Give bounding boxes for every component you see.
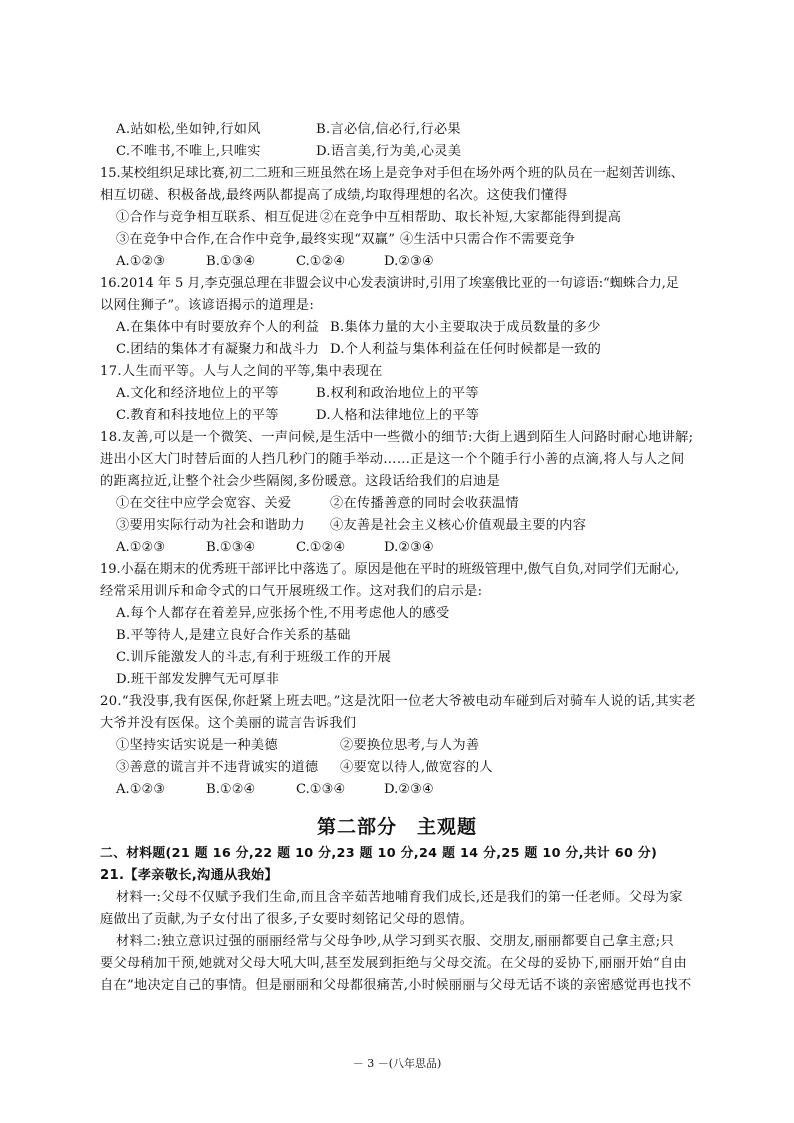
q20-stem-line-1: 20.“我没事,我有医保,你赶紧上班去吧。”这是沈阳一位老大爷被电动车碰到后对骑车人说的话,其实老 bbox=[100, 694, 696, 709]
q15-stem-line-2: 相互切磋、积极备战,最终两队都提高了成绩,均取得理想的名次。这使我们懂得 bbox=[100, 188, 568, 203]
q18-option-a: A.①②③ bbox=[116, 540, 166, 555]
q20-option-c: C.①③④ bbox=[296, 782, 346, 797]
q17-stem: 17.人生而平等。人与人之间的平等,集中表现在 bbox=[100, 364, 383, 379]
q15-item-4: ④生活中只需合作不需要竞争 bbox=[400, 232, 576, 247]
q18-item-1: ①在交往中应学会宽容、关爱 bbox=[116, 496, 292, 511]
q15-item-1: ①合作与竞争相互联系、相互促进 bbox=[116, 210, 319, 225]
q15-option-c: C.①②④ bbox=[296, 254, 346, 269]
q18-item-2: ②在传播善意的同时会收获温情 bbox=[330, 496, 519, 511]
q18-item-4: ④友善是社会主义核心价值观最主要的内容 bbox=[330, 518, 587, 533]
q15-item-2: ②在竞争中互相帮助、取长补短,大家都能得到提高 bbox=[320, 210, 622, 225]
q19-option-b: B.平等待人,是建立良好合作关系的基础 bbox=[116, 628, 351, 643]
q20-option-a: A.①②③ bbox=[116, 782, 166, 797]
q17-option-d: D.人格和法律地位上的平等 bbox=[316, 408, 480, 423]
q16-stem-line-1: 16.2014 年 5 月,李克强总理在非盟会议中心发表演讲时,引用了埃塞俄比亚的一句谚语:“蜘蛛合力,足 bbox=[100, 276, 679, 291]
part-two-title: 第二部分 主观题 bbox=[316, 816, 477, 838]
q16-option-a: A.在集体中有时要放弃个人的利益 bbox=[116, 320, 320, 335]
q15-option-d: D.②③④ bbox=[384, 254, 434, 269]
q18-item-3: ③要用实际行动为社会和谐助力 bbox=[116, 518, 305, 533]
q16-option-c: C.团结的集体才有凝聚力和战斗力 bbox=[116, 342, 320, 357]
q19-option-c: C.训斥能激发人的斗志,有利于班级工作的开展 bbox=[116, 650, 392, 665]
q18-stem-line-1: 18.友善,可以是一个微笑、一声问候,是生活中一些微小的细节:大街上遇到陌生人问路时耐心地讲解; bbox=[100, 430, 694, 445]
q21-material-2-line-2: 要父母稍加干预,她就对父母大吼大叫,甚至发展到拒绝与父母交流。在父母的妥协下,丽丽开始“自由 bbox=[100, 956, 687, 971]
q18-option-d: D.②③④ bbox=[384, 540, 434, 555]
q18-option-c: C.①②④ bbox=[296, 540, 346, 555]
q14-option-b: B.言必信,信必行,行必果 bbox=[316, 122, 461, 137]
q19-option-a: A.每个人都存在着差异,应张扬个性,不用考虑他人的感受 bbox=[116, 606, 450, 621]
q21-material-2-line-1: 材料二:独立意识过强的丽丽经常与父母争吵,从学习到买衣服、交朋友,丽丽都要自己拿主意;只 bbox=[116, 934, 674, 949]
q15-stem-line-1: 15.某校组织足球比赛,初二二班和三班虽然在场上是竞争对手但在场外两个班的队员在一起刻苦训练、 bbox=[100, 166, 684, 181]
q16-stem-line-2: 以网住狮子”。该谚语揭示的道理是: bbox=[100, 298, 315, 313]
q21-material-1-line-1: 材料一:父母不仅赋予我们生命,而且含辛茹苦地哺育我们成长,还是我们的第一任老师。父母为家 bbox=[116, 890, 683, 905]
q17-option-c: C.教育和科技地位上的平等 bbox=[116, 408, 279, 423]
q19-stem-line-2: 经常采用训斥和命令式的口气开展班级工作。这对我们的启示是: bbox=[100, 584, 483, 599]
q16-option-d: D.个人利益与集体利益在任何时候都是一致的 bbox=[330, 342, 602, 357]
q21-material-1-line-2: 庭做出了贡献,为子女付出了很多,子女要时刻铭记父母的恩情。 bbox=[100, 912, 474, 927]
q20-option-d: D.②③④ bbox=[384, 782, 434, 797]
q16-option-b: B.集体力量的大小主要取决于成员数量的多少 bbox=[330, 320, 601, 335]
q19-stem-line-1: 19.小磊在期末的优秀班干部评比中落选了。原因是他在平时的班级管理中,傲气自负,对同学们无耐心, bbox=[100, 562, 680, 577]
q17-option-a: A.文化和经济地位上的平等 bbox=[116, 386, 279, 401]
q18-stem-line-2: 进出小区大门时替后面的人挡几秒门的随手举动……正是这一个个随手行小善的点滴,将人与人之间 bbox=[100, 452, 685, 467]
q14-option-d: D.语言美,行为美,心灵美 bbox=[316, 144, 462, 159]
q17-option-b: B.权利和政治地位上的平等 bbox=[316, 386, 479, 401]
q20-item-1: ①坚持实话实说是一种美德 bbox=[116, 738, 278, 753]
q15-option-b: B.①③④ bbox=[206, 254, 256, 269]
q20-option-b: B.①②④ bbox=[206, 782, 256, 797]
q21-heading: 21.【孝亲敬长,沟通从我始】 bbox=[100, 868, 278, 883]
q18-stem-line-3: 的距离拉近,让整个社会少些隔阂,多份暖意。这段话给我们的启迪是 bbox=[100, 474, 501, 489]
q20-stem-line-2: 大爷并没有医保。这个美丽的谎言告诉我们 bbox=[100, 716, 357, 731]
q21-material-2-line-3: 自在”地决定自己的事情。但是丽丽和父母都很痛苦,小时候丽丽与父母无话不谈的亲密感觉再也找不 bbox=[100, 978, 692, 993]
q15-option-a: A.①②③ bbox=[116, 254, 166, 269]
q14-option-c: C.不唯书,不唯上,只唯实 bbox=[116, 144, 261, 159]
q15-item-3: ③在竞争中合作,在合作中竞争,最终实现“双赢” bbox=[116, 232, 396, 247]
page-footer: － 3 －(八年思品) bbox=[352, 1057, 442, 1070]
q14-option-a: A.站如松,坐如钟,行如风 bbox=[116, 122, 261, 137]
q18-option-b: B.①③④ bbox=[206, 540, 256, 555]
q20-item-2: ②要换位思考,与人为善 bbox=[340, 738, 480, 753]
q20-item-4: ④要宽以待人,做宽容的人 bbox=[340, 760, 493, 775]
q20-item-3: ③善意的谎言并不违背诚实的道德 bbox=[116, 760, 319, 775]
q19-option-d: D.班干部发发脾气无可厚非 bbox=[116, 672, 280, 687]
section-header: 二、材料题(21 题 16 分,22 题 10 分,23 题 10 分,24 题 14 分,25 题 10 分,共计 60 分) bbox=[100, 846, 658, 861]
